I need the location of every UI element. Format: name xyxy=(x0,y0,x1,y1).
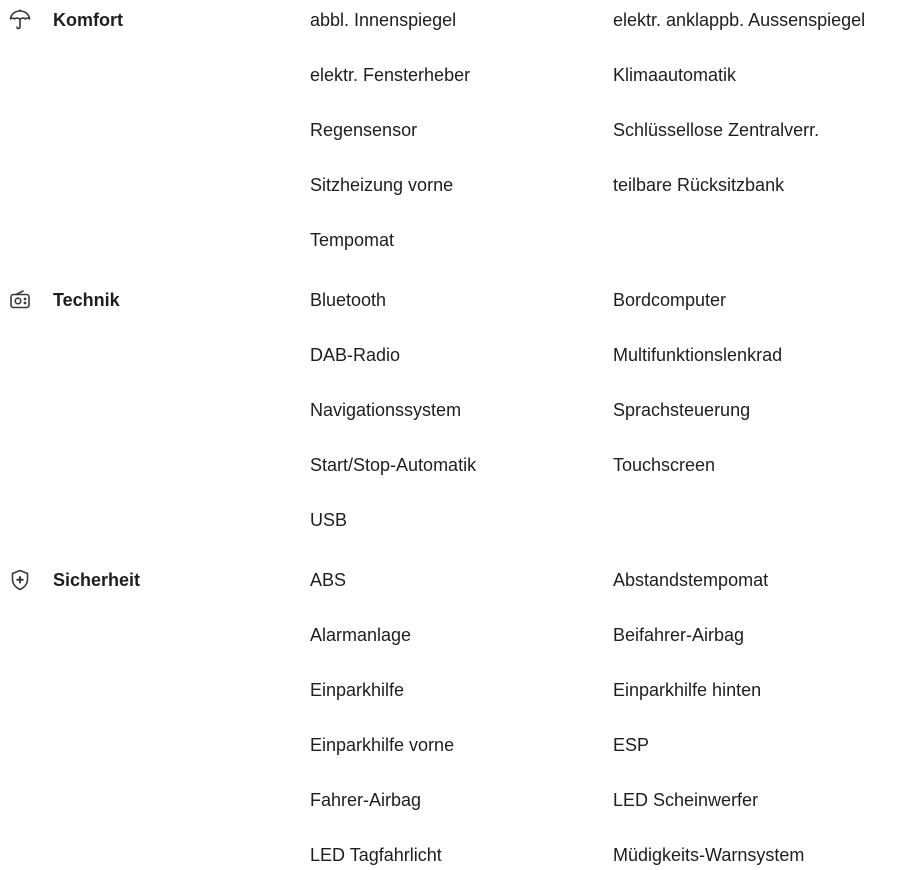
category-title: Technik xyxy=(53,290,120,310)
category-title: Sicherheit xyxy=(53,570,141,590)
feature-item: LED Tagfahrlicht xyxy=(310,845,442,865)
feature-item: Schlüssellose Zentralverr. xyxy=(613,120,820,140)
feature-item: Einparkhilfe hinten xyxy=(613,680,762,700)
feature-item: Sitzheizung vorne xyxy=(310,175,454,195)
feature-item: Alarmanlage xyxy=(310,625,412,645)
feature-item: abbl. Innenspiegel xyxy=(310,10,457,30)
feature-item: ABS xyxy=(310,570,347,590)
feature-item: LED Scheinwerfer xyxy=(613,790,759,810)
feature-item: Einparkhilfe vorne xyxy=(310,735,455,755)
feature-item: Sprachsteuerung xyxy=(613,400,751,420)
feature-item: Müdigkeits-Warnsystem xyxy=(613,845,805,865)
feature-item: ESP xyxy=(613,735,650,755)
category-title: Komfort xyxy=(53,10,123,30)
feature-item: Einparkhilfe xyxy=(310,680,405,700)
feature-item: elektr. anklappb. Aussenspiegel xyxy=(613,10,866,30)
feature-item: Touchscreen xyxy=(613,455,716,475)
feature-item: Klimaautomatik xyxy=(613,65,737,85)
feature-item: Abstandstempomat xyxy=(613,570,769,590)
feature-list xyxy=(310,8,910,283)
feature-list xyxy=(310,288,910,563)
feature-item: USB xyxy=(310,510,348,530)
feature-item: Regensensor xyxy=(310,120,418,140)
feature-list xyxy=(310,568,910,870)
feature-item: Start/Stop-Automatik xyxy=(310,455,477,475)
feature-item: Fahrer-Airbag xyxy=(310,790,422,810)
feature-item: Beifahrer-Airbag xyxy=(613,625,745,645)
radio-icon xyxy=(8,288,32,312)
feature-item: Navigationssystem xyxy=(310,400,462,420)
umbrella-icon xyxy=(8,8,32,32)
feature-item: Bluetooth xyxy=(310,290,387,310)
shield-plus-icon xyxy=(8,568,32,592)
feature-item: Tempomat xyxy=(310,230,395,250)
feature-item: elektr. Fensterheber xyxy=(310,65,471,85)
feature-item: Multifunktionslenkrad xyxy=(613,345,783,365)
feature-item: DAB-Radio xyxy=(310,345,401,365)
feature-item: teilbare Rücksitzbank xyxy=(613,175,785,195)
feature-item: Bordcomputer xyxy=(613,290,727,310)
